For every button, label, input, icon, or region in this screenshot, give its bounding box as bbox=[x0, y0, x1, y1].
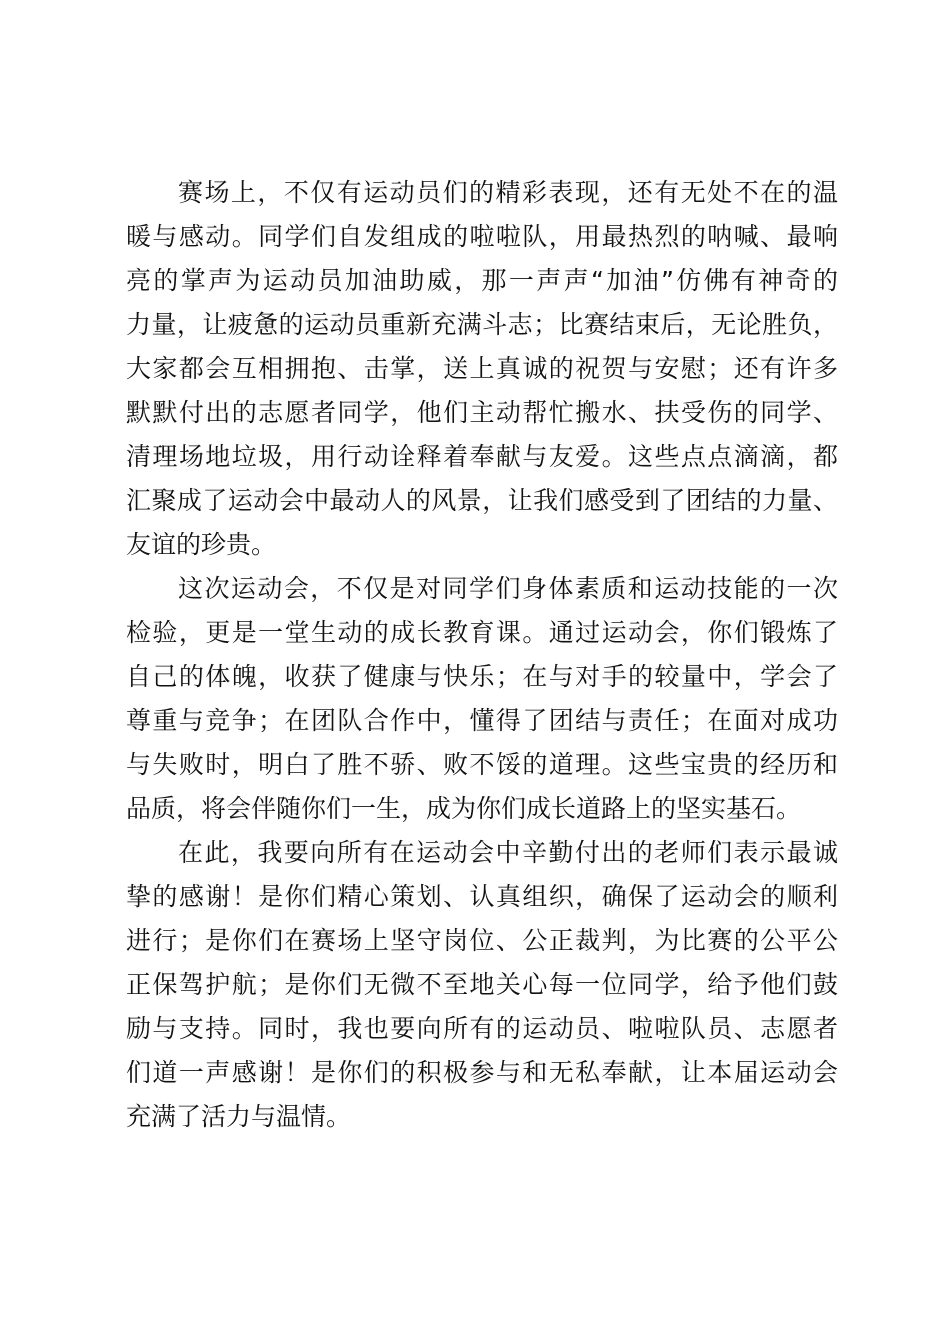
paragraph-2 bbox=[126, 567, 838, 831]
text-line: 赛场上，不仅有运动员们的精彩表现，还有无处不在的温 bbox=[178, 178, 838, 207]
text-line: 亮的掌声为运动员加油助威，那一声声“加油”仿佛有神奇的 bbox=[126, 266, 838, 295]
text-line: 清理场地垃圾，用行动诠释着奉献与友爱。这些点点滴滴，都 bbox=[126, 442, 838, 471]
text-line: 进行；是你们在赛场上坚守岗位、公正裁判，为比赛的公平公 bbox=[126, 926, 838, 955]
text-line: 品质，将会伴随你们一生，成为你们成长道路上的坚实基石。 bbox=[126, 794, 802, 823]
text-line: 正保驾护航；是你们无微不至地关心每一位同学，给予他们鼓 bbox=[126, 970, 838, 999]
paragraph-3 bbox=[126, 831, 838, 1139]
text-line: 挚的感谢！是你们精心策划、认真组织，确保了运动会的顺利 bbox=[126, 882, 838, 911]
text-line: 力量，让疲惫的运动员重新充满斗志；比赛结束后，无论胜负， bbox=[126, 310, 838, 339]
text-line: 励与支持。同时，我也要向所有的运动员、啦啦队员、志愿者 bbox=[126, 1014, 838, 1043]
document-body bbox=[126, 171, 838, 1139]
text-line: 暖与感动。同学们自发组成的啦啦队，用最热烈的呐喊、最响 bbox=[126, 222, 838, 251]
text-line: 们道一声感谢！是你们的积极参与和无私奉献，让本届运动会 bbox=[126, 1058, 838, 1087]
text-line: 尊重与竞争；在团队合作中，懂得了团结与责任；在面对成功 bbox=[126, 706, 838, 735]
text-line: 自己的体魄，收获了健康与快乐；在与对手的较量中，学会了 bbox=[126, 662, 838, 691]
text-line: 检验，更是一堂生动的成长教育课。通过运动会，你们锻炼了 bbox=[126, 618, 838, 647]
text-line: 默默付出的志愿者同学，他们主动帮忙搬水、扶受伤的同学、 bbox=[126, 398, 838, 427]
text-line: 大家都会互相拥抱、击掌，送上真诚的祝贺与安慰；还有许多 bbox=[126, 354, 838, 383]
text-line: 在此，我要向所有在运动会中辛勤付出的老师们表示最诚 bbox=[178, 838, 838, 867]
text-line: 与失败时，明白了胜不骄、败不馁的道理。这些宝贵的经历和 bbox=[126, 750, 838, 779]
text-line: 这次运动会，不仅是对同学们身体素质和运动技能的一次 bbox=[178, 574, 838, 603]
text-line: 充满了活力与温情。 bbox=[126, 1102, 352, 1131]
text-line: 友谊的珍贵。 bbox=[126, 530, 277, 559]
paragraph-1 bbox=[126, 171, 838, 567]
text-line: 汇聚成了运动会中最动人的风景，让我们感受到了团结的力量、 bbox=[126, 486, 838, 515]
